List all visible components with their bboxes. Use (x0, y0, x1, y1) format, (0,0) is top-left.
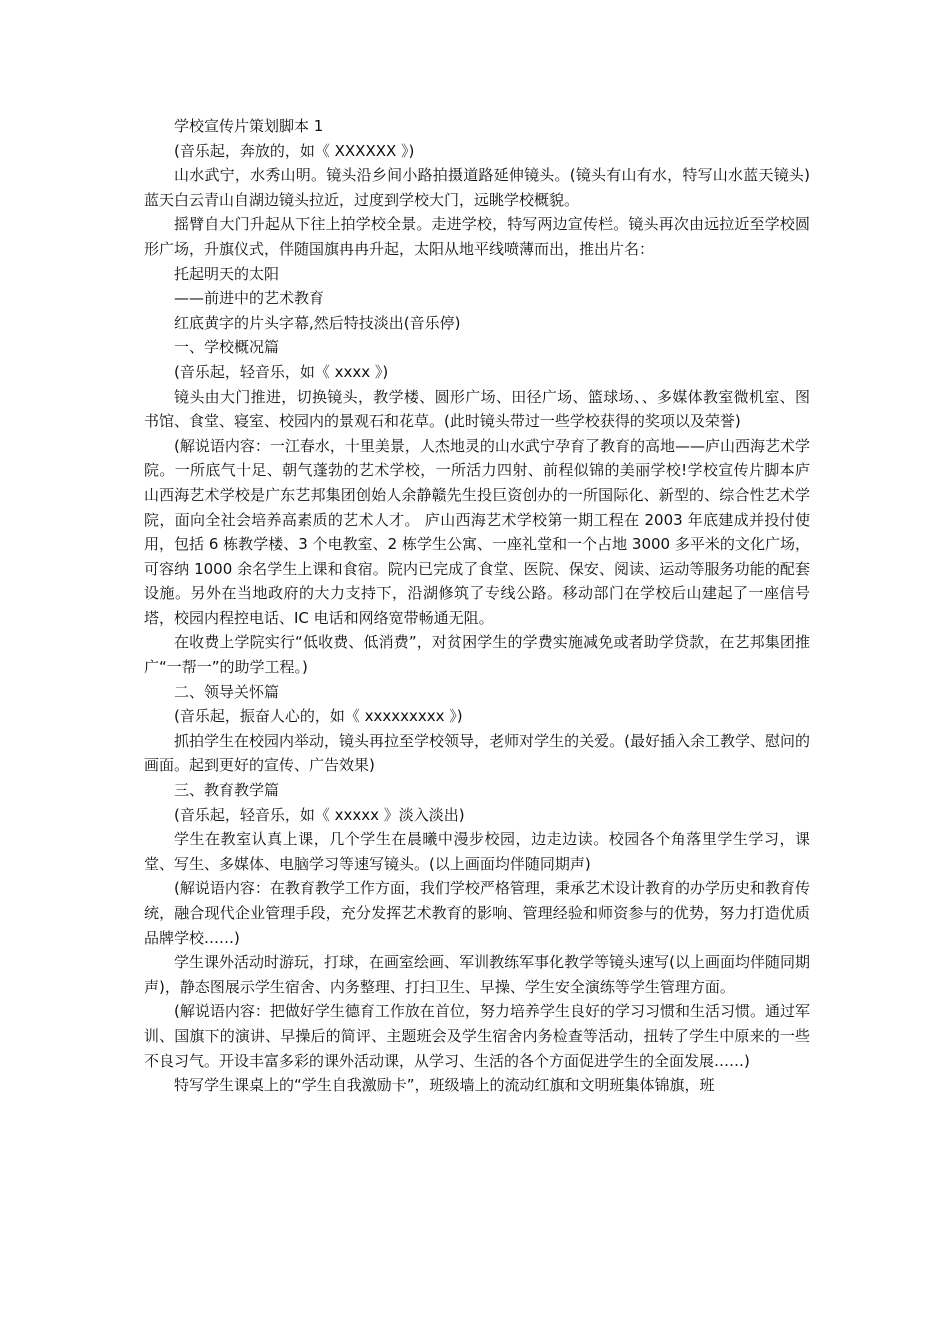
paragraph: 摇臂自大门升起从下往上拍学校全景。走进学校，特写两边宣传栏。镜头再次由远拉近至学校圆形广场，升旗仪式，伴随国旗冉冉升起，太阳从地平线喷薄而出，推出片名： (144, 215, 810, 258)
paragraph: (音乐起，轻音乐，如《 xxxx 》) (174, 362, 389, 381)
film-subtitle: ——前进中的艺术教育 (174, 289, 325, 308)
document-title: 学校宣传片策划脚本 1 (174, 117, 324, 135)
section-heading: 二、领导关怀篇 (174, 682, 280, 701)
paragraph: (解说语内容：一江春水，十里美景，人杰地灵的山水武宁孕育了教育的高地——庐山西海艺术学院。一所底气十足、朝气蓬勃的艺术学校，一所活力四射、前程似锦的美丽学校!学校宣传片脚本庐山西海艺术学校是广东艺邦集团创始人余静赣先生投巨资创办的一所国际化、新型的、综合性艺术学院，面向全社会培养高素质的艺术人才。 庐山西海艺术学校第一期工程在 2003 年底建成并投付使用，包括 6 栋教学楼、3 个电教室、2 栋学生公寓、一座礼堂和一个占地 3000 多平米的文化广场，可容纳 1000 余名学生上课和食宿。院内已完成了食堂、医院、保安、阅读、运动等服务功能的配套设施。另外在当地政府的大力支持下，沿湖修筑了专线公路。移动部门在学校后山建起了一座信号塔，校园内程控电话、IC 电话和网络宽带畅通无阻。 (144, 436, 810, 627)
paragraph: 在收费上学院实行“低收费、低消费”，对贫困学生的学费实施减免或者助学贷款，在艺邦集团推广“一帮一”的助学工程。) (144, 633, 810, 677)
paragraph: 镜头由大门推进，切换镜头，教学楼、圆形广场、田径广场、篮球场、、多媒体教室微机室、图书馆、食堂、寝室、校园内的景观石和花草。(此时镜头带过一些学校获得的奖项以及荣誉) (144, 387, 810, 431)
paragraph: (解说语内容：把做好学生德育工作放在首位，努力培养学生良好的学习习惯和生活习惯。通过军训、国旗下的演讲、早操后的简评、主题班会及学生宿舍内务检查等活动，扭转了学生中原来的一些不良习气。开设丰富多彩的课外活动课，从学习、生活的各个方面促进学生的全面发展……) (144, 1002, 810, 1070)
paragraph: (音乐起，振奋人心的，如《 xxxxxxxxx 》) (174, 707, 463, 726)
paragraph: 学生课外活动时游玩，打球，在画室绘画、军训教练军事化教学等镜头速写(以上画面均伴随同期声)，静态图展示学生宿舍、内务整理、打扫卫生、早操、学生安全演练等学生管理方面。 (144, 953, 810, 996)
paragraph: 学生在教室认真上课，几个学生在晨曦中漫步校园，边走边读。校园各个角落里学生学习，课堂、写生、多媒体、电脑学习等速写镜头。(以上画面均伴随同期声) (144, 830, 810, 873)
paragraph: (解说语内容：在教育教学工作方面，我们学校严格管理，秉承艺术设计教育的办学历史和教育传统，融合现代企业管理手段，充分发挥艺术教育的影响、管理经验和师资参与的优势，努力打造优质品牌学校……) (144, 879, 810, 947)
film-title: 托起明天的太阳 (174, 264, 280, 283)
section-heading: 一、学校概况篇 (174, 338, 280, 357)
paragraph: 红底黄字的片头字幕,然后特技淡出(音乐停) (174, 313, 461, 332)
paragraph: (音乐起，轻音乐，如《 xxxxx 》淡入淡出) (174, 805, 465, 824)
paragraph: 特写学生课桌上的“学生自我激励卡”，班级墙上的流动红旗和文明班集体锦旗，班 (174, 1076, 715, 1095)
paragraph: 山水武宁，水秀山明。镜头沿乡间小路拍摄道路延伸镜头。(镜头有山有水，特写山水蓝天镜头)蓝天白云青山自湖边镜头拉近，过度到学校大门，远眺学校概貌。 (144, 166, 810, 209)
section-heading: 三、教育教学篇 (174, 781, 280, 800)
document-body (144, 114, 810, 1098)
paragraph: 抓拍学生在校园内举动，镜头再拉至学校领导，老师对学生的关爱。(最好插入余工教学、慰问的画面。起到更好的宣传、广告效果) (144, 731, 810, 775)
paragraph: (音乐起，奔放的，如《 XXXXXX 》) (174, 141, 415, 160)
